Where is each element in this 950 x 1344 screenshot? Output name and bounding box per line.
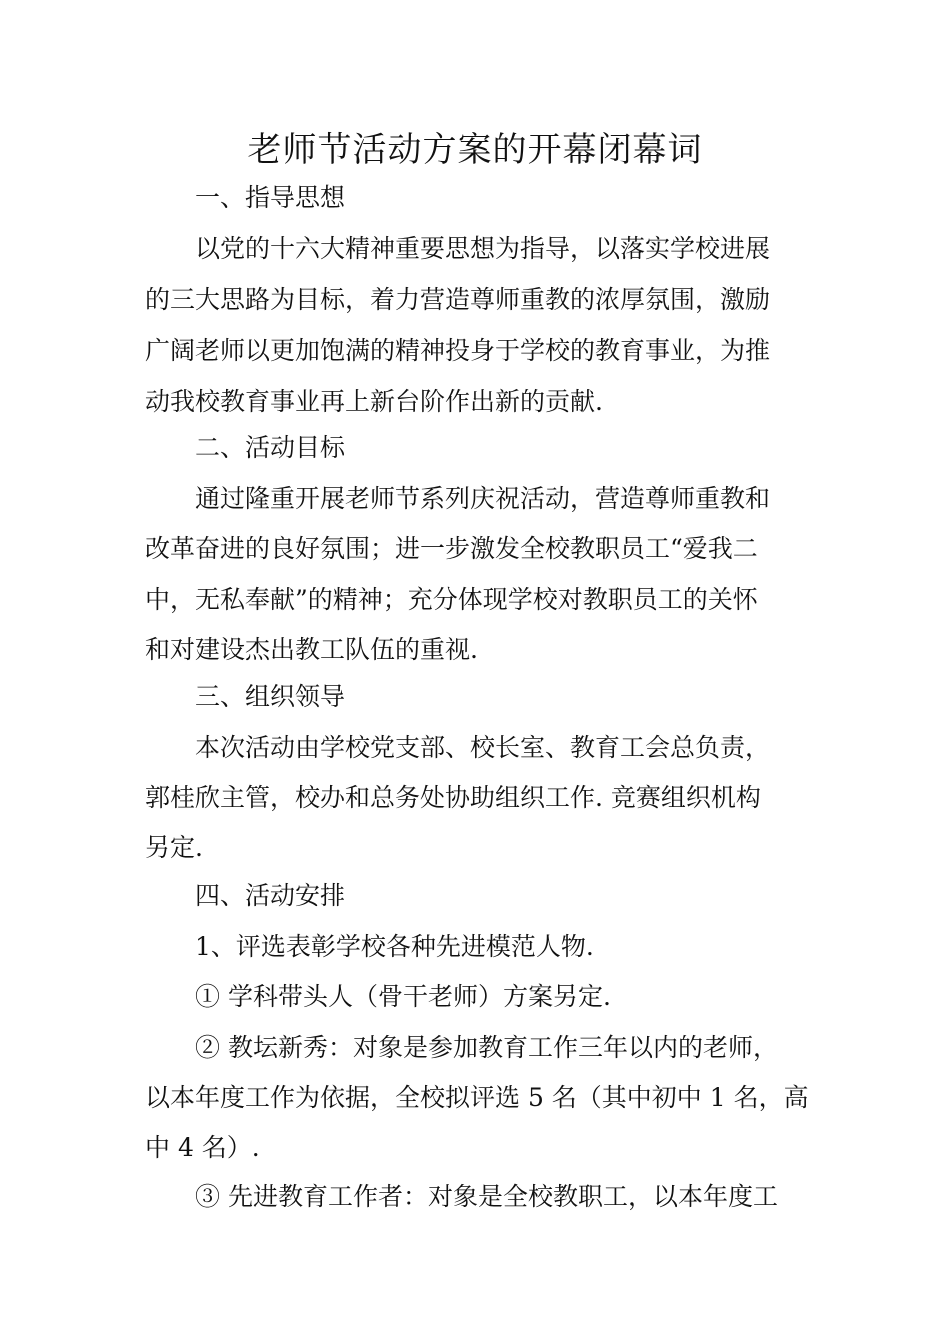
paragraph-line: 郭桂欣主管，校办和总务处协助组织工作. 竞赛组织机构 — [145, 783, 761, 812]
paragraph-line: 以本年度工作为依据，全校拟评选 5 名（其中初中 1 名，高 — [145, 1083, 809, 1112]
paragraph-line: 本次活动由学校党支部、校长室、教育工会总负责， — [195, 733, 771, 762]
paragraph-line: 的三大思路为目标，着力营造尊师重教的浓厚氛围，激励 — [145, 285, 771, 314]
section-heading-organization: 三、组织领导 — [195, 682, 346, 711]
paragraph-line: 另定. — [145, 833, 203, 862]
paragraph-line: 和对建设杰出教工队伍的重视. — [145, 635, 478, 664]
paragraph-line: 中 4 名）. — [145, 1133, 260, 1162]
list-item: ① 学科带头人（骨干老师）方案另定. — [195, 982, 611, 1011]
list-item: 1、评选表彰学校各种先进模范人物. — [195, 932, 594, 961]
paragraph-line: 以党的十六大精神重要思想为指导，以落实学校进展 — [195, 234, 771, 263]
list-item: ② 教坛新秀：对象是参加教育工作三年以内的老师， — [195, 1033, 778, 1062]
section-heading-arrangements: 四、活动安排 — [195, 881, 346, 910]
document-title: 老师节活动方案的开幕闭幕词 — [247, 130, 703, 170]
list-item: ③ 先进教育工作者：对象是全校教职工，以本年度工 — [195, 1182, 778, 1211]
paragraph-line: 中，无私奉献”的精神；充分体现学校对教职员工的关怀 — [145, 585, 758, 614]
section-heading-guiding-thought: 一、指导思想 — [195, 183, 346, 212]
paragraph-line: 通过隆重开展老师节系列庆祝活动，营造尊师重教和 — [195, 484, 771, 513]
paragraph-line: 广阔老师以更加饱满的精神投身于学校的教育事业，为推 — [145, 336, 771, 365]
section-heading-activity-goals: 二、活动目标 — [195, 433, 346, 462]
paragraph-line: 改革奋进的良好氛围；进一步激发全校教职员工“爱我二 — [145, 534, 758, 563]
paragraph-line: 动我校教育事业再上新台阶作出新的贡献. — [145, 387, 603, 416]
